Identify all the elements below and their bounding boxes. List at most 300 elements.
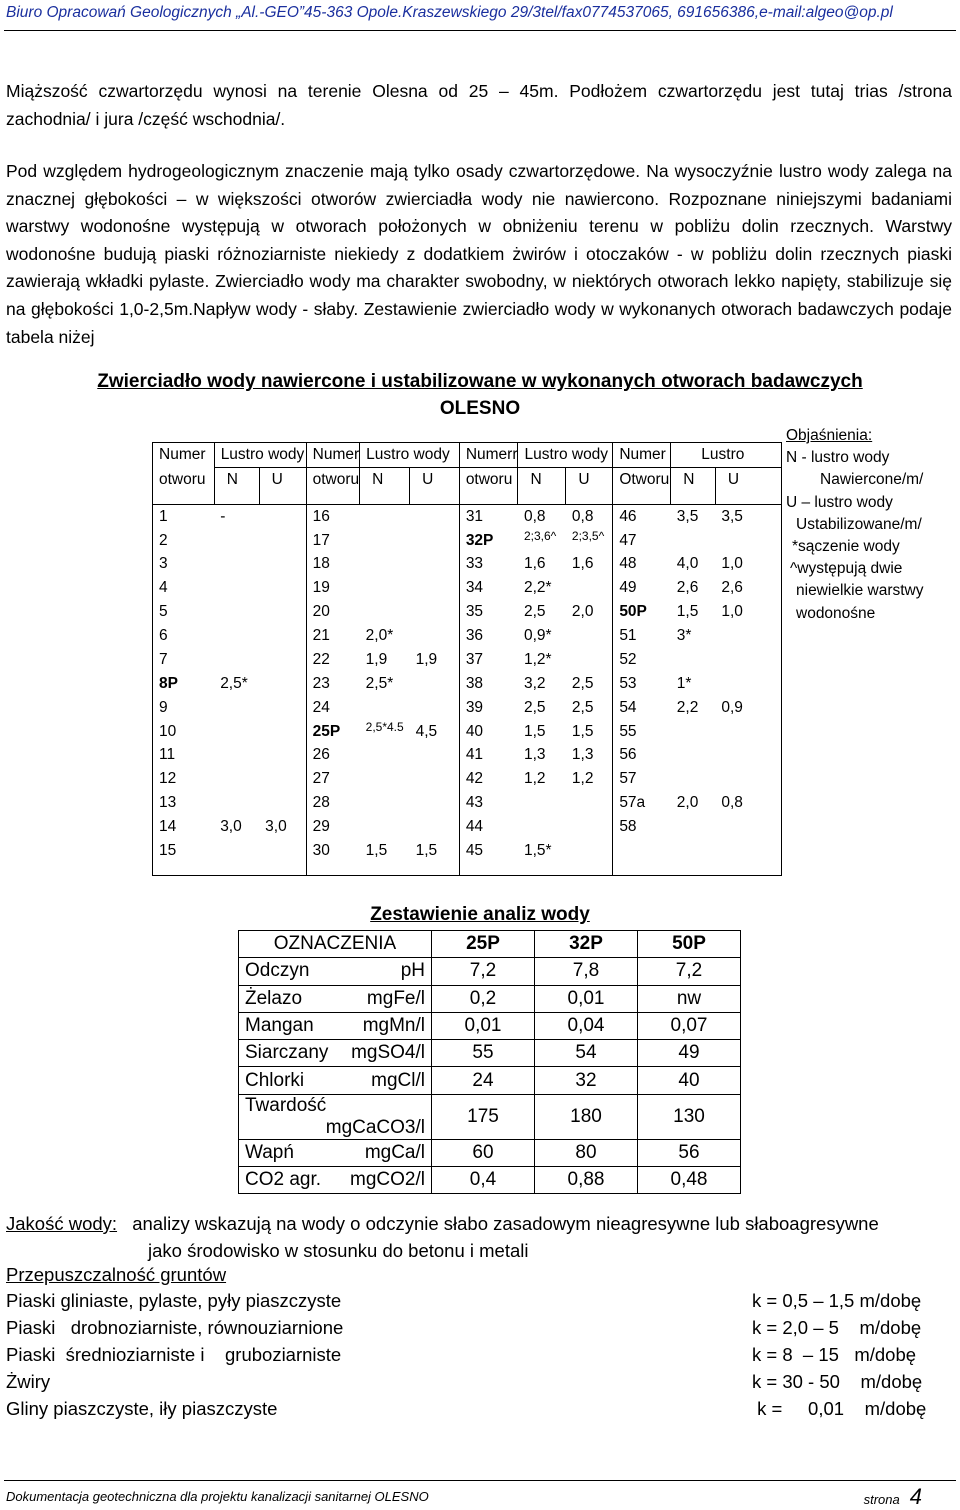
table-cell: 36 [459, 624, 518, 648]
table-row [153, 624, 782, 648]
legend-notes [786, 425, 958, 625]
analysis-value-cell: 0,48 [638, 1167, 741, 1194]
table-cell [715, 529, 781, 553]
table-row [153, 744, 782, 768]
table-cell [259, 672, 306, 696]
table-cell [214, 791, 259, 815]
table-cell [671, 815, 716, 839]
analysis-param-cell [239, 1094, 432, 1139]
table-header-cell: Numer [153, 443, 215, 468]
table-cell: 33 [459, 553, 518, 577]
table-cell [566, 576, 613, 600]
table-header-cell: N [214, 467, 259, 504]
table-cell [671, 839, 716, 875]
table-row [153, 529, 782, 553]
footer-page [864, 1484, 922, 1510]
analysis-header-cell: 32P [535, 931, 638, 958]
table-cell [214, 529, 259, 553]
table-cell [715, 648, 781, 672]
table-cell [518, 815, 566, 839]
table-cell [214, 696, 259, 720]
table-cell [214, 624, 259, 648]
table-cell: 2,5* [220, 674, 248, 692]
permeability-row [6, 1317, 958, 1344]
quality-text: analizy wskazują na wody o odczynie słabo zasadowym nieagresywne lub słaboagresywne [132, 1213, 879, 1234]
table-cell: 4,5 [415, 722, 438, 740]
table-cell: 20 [306, 600, 360, 624]
table-cell: 56 [613, 744, 671, 768]
analysis-row [239, 1067, 741, 1094]
table-row [153, 767, 782, 791]
param-unit: mgCa/l [364, 1141, 425, 1163]
header-rule [4, 30, 956, 31]
table-cell [715, 744, 781, 768]
table-cell: 7 [153, 648, 215, 672]
table-cell [566, 815, 613, 839]
table-cell: 1,2 [523, 770, 546, 788]
param-name: Wapń [245, 1141, 294, 1163]
table-cell: 30 [306, 839, 360, 875]
table-cell [410, 744, 460, 768]
analysis-value-cell: 60 [432, 1139, 535, 1166]
table-cell: 2,0 [676, 794, 699, 812]
table-cell: 1* [676, 674, 692, 692]
table-cell: 0,9 [715, 696, 781, 720]
permeability-coefficient: k = 30 - 50 m/dobę [752, 1371, 923, 1392]
table-cell: 2,2* [523, 579, 552, 597]
table-cell: 15 [153, 839, 215, 875]
table-cell: 8P [153, 672, 215, 696]
analysis-value-cell: 56 [638, 1139, 741, 1166]
table-cell: 1,5 [410, 839, 460, 875]
param-name: Chlorki [245, 1069, 305, 1091]
table-header-cell: Lustro wody [360, 443, 460, 468]
table-cell: 24 [306, 696, 360, 720]
permeability-coefficient: k = 8 – 15 m/dobę [752, 1344, 917, 1365]
permeability-row [6, 1371, 958, 1398]
analysis-value-cell: 32 [535, 1067, 638, 1094]
table-cell: 1,5 [360, 839, 410, 875]
table-cell: 3,5 [715, 504, 781, 528]
table-cell: 27 [306, 767, 360, 791]
table-cell: 2,5 [571, 698, 594, 716]
table-cell: 50P [613, 600, 671, 624]
water-level-table [152, 442, 782, 876]
analysis-param-cell [239, 1139, 432, 1166]
table-cell: 46 [613, 504, 671, 528]
table-header-cell: Otworu [613, 467, 671, 504]
analysis-row [239, 985, 741, 1012]
table-cell [360, 553, 410, 577]
table-cell [214, 767, 259, 791]
table-cell: - [220, 507, 226, 525]
table-cell: 0,8 [715, 791, 781, 815]
table-cell: 2,5 [523, 698, 546, 716]
table-cell [613, 839, 671, 875]
table-row [153, 600, 782, 624]
analysis-row [239, 958, 741, 985]
water-table-title: Zwierciadło wody nawiercone i ustabilizowane w wykonanych otworach badawczych [97, 371, 863, 392]
table-cell [410, 767, 460, 791]
table-cell [566, 791, 613, 815]
table-cell [259, 576, 306, 600]
table-cell: 44 [459, 815, 518, 839]
analysis-value-cell: 0,01 [535, 985, 638, 1012]
analysis-param-cell [239, 1040, 432, 1067]
permeability-row [6, 1290, 958, 1317]
table-cell [715, 767, 781, 791]
table-cell [259, 744, 306, 768]
table-row [153, 791, 782, 815]
table-cell: 28 [306, 791, 360, 815]
table-cell [410, 553, 460, 577]
param-unit: mgCl/l [371, 1069, 425, 1091]
table-header-cell: Lustro wody [518, 443, 613, 468]
analysis-value-cell: 7,2 [638, 958, 741, 985]
table-row [153, 839, 782, 875]
table-cell: 2;3,5^ [571, 528, 605, 543]
param-unit: pH [400, 960, 425, 982]
table-header-cell: Numer [306, 443, 360, 468]
table-cell: 18 [306, 553, 360, 577]
table-header-cell: Lustro [671, 443, 782, 468]
table-cell [671, 720, 716, 744]
table-cell: 53 [613, 672, 671, 696]
permeability-coefficient: k = 2,0 – 5 m/dobę [752, 1317, 922, 1338]
page-label: strona [863, 1492, 900, 1507]
table-cell [259, 696, 306, 720]
analysis-value-cell: 175 [432, 1094, 535, 1139]
table-cell: 4,0 [676, 555, 699, 573]
table-cell [360, 815, 410, 839]
table-cell: 1,0 [715, 600, 781, 624]
table-cell: 19 [306, 576, 360, 600]
param-name: Odczyn [245, 960, 310, 982]
param-name: CO2 agr. [245, 1169, 322, 1191]
param-name: Żelazo [245, 987, 303, 1009]
note-line: U – lustro wody [786, 493, 893, 511]
table-cell [259, 600, 306, 624]
table-cell: 54 [613, 696, 671, 720]
table-cell [360, 600, 410, 624]
table-cell [259, 839, 306, 875]
table-cell: 1,5* [518, 839, 566, 875]
table-cell: 0,9* [523, 627, 552, 645]
table-cell: 4 [153, 576, 215, 600]
table-cell: 3,0 [220, 818, 242, 836]
table-cell: 6 [153, 624, 215, 648]
table-cell: 38 [459, 672, 518, 696]
note-line: Nawiercone/m/ [820, 471, 924, 489]
table-row [153, 504, 782, 528]
table-cell: 2;3,6^ [523, 528, 557, 543]
table-cell: 0,8 [571, 507, 594, 525]
table-cell [410, 672, 460, 696]
table-cell [566, 648, 613, 672]
table-cell: 31 [459, 504, 518, 528]
table-header-cell: otworu [459, 467, 518, 504]
param-name: Twardość [245, 1094, 327, 1116]
soil-type: Piaski średnioziarniste i gruboziarniste [6, 1344, 342, 1365]
note-line: niewielkie warstwy [796, 582, 924, 600]
analysis-value-cell: 180 [535, 1094, 638, 1139]
table-cell: 2,5 [571, 674, 594, 692]
permeability-row [6, 1344, 958, 1371]
table-cell [259, 767, 306, 791]
table-cell: 3,0 [265, 818, 287, 836]
table-cell [259, 791, 306, 815]
table-cell: 32P [459, 529, 518, 553]
table-cell [360, 504, 410, 528]
note-line: ^występują dwie [790, 560, 903, 578]
table-row [153, 648, 782, 672]
table-cell: 39 [459, 696, 518, 720]
table-cell [360, 696, 410, 720]
permeability-title: Przepuszczalność gruntów [6, 1264, 227, 1285]
table-cell [518, 791, 566, 815]
param-unit: mgFe/l [366, 987, 425, 1009]
table-header-cell: Numer [613, 443, 671, 468]
table-header-cell: otworu [306, 467, 360, 504]
table-cell [410, 815, 460, 839]
table-header-cell: N [671, 467, 716, 504]
paragraph-quaternary: Miąższość czwartorzędu wynosi na terenie Olesna od 25 – 45m. Podłożem czwartorzędu jest tutaj trias /strona zachodnia/ i jura /część wschodnia/. [6, 81, 952, 129]
paragraph-hydrogeology: Pod względem hydrogeologicznym znaczenie mają tylko osady czwartorzędowe. Na wysoczyźnie lustro wody zalega na znacznej głębokości – w większości otworów zwierciadła wody nie nawiercono. Rozpoznane niniejszymi badaniami warstwy wodonośne występują w otworach położonych w obniżeniu terenu w pobliżu dolin rzecznych. Warstwy wodonośne budują piaski różnoziarniste niekiedy z dodatkiem żwirów i otoczaków - w pobliżu dolin rzecznych piaski zawierają wkładki pylaste. Zwierciadło wody ma charakter swobodny, w niektórych otworach lekko napięty, stabilizuje się na głębokości 1,0-2,5m.Napływ wody - słaby. Zestawienie zwierciadło wody w wykonanych otworach badawczych podaje tabela niżej [6, 161, 952, 347]
analysis-row [239, 1040, 741, 1067]
table-row [153, 815, 782, 839]
note-line: *sączenie wody [792, 538, 900, 556]
table-cell [410, 529, 460, 553]
analysis-value-cell: 7,2 [432, 958, 535, 985]
table-cell: 57a [613, 791, 671, 815]
table-cell [671, 529, 716, 553]
table-cell: 10 [153, 720, 215, 744]
table-cell: 2,5 [523, 603, 546, 621]
table-cell: 3* [676, 627, 692, 645]
water-table-subtitle: OLESNO [439, 398, 521, 419]
permeability-coefficient: k = 0,5 – 1,5 m/dobę [752, 1290, 922, 1311]
analysis-row [239, 1012, 741, 1039]
analysis-param-cell [239, 1067, 432, 1094]
table-cell: 11 [153, 744, 215, 768]
analysis-value-cell: 24 [432, 1067, 535, 1094]
table-cell [360, 767, 410, 791]
table-cell: 25P [306, 720, 360, 744]
table-cell: 23 [306, 672, 360, 696]
table-cell: 45 [459, 839, 518, 875]
param-unit: mgMn/l [362, 1015, 425, 1037]
table-cell: 13 [153, 791, 215, 815]
table-cell: 40 [459, 720, 518, 744]
water-analysis-table [238, 930, 741, 1194]
table-cell [715, 624, 781, 648]
table-cell [360, 576, 410, 600]
table-cell [715, 720, 781, 744]
table-cell: 26 [306, 744, 360, 768]
analysis-header-cell: 25P [432, 931, 535, 958]
table-header-cell: U [566, 467, 613, 504]
table-header-cell: otworu [153, 467, 215, 504]
note-line: Ustabilizowane/m/ [796, 515, 922, 533]
table-cell: 16 [306, 504, 360, 528]
table-cell: 1,5 [571, 722, 594, 740]
table-cell: 35 [459, 600, 518, 624]
table-cell: 14 [153, 815, 215, 839]
analysis-value-cell: 0,2 [432, 985, 535, 1012]
table-cell [214, 720, 259, 744]
soil-type: Piaski drobnoziarniste, równouziarnione [6, 1317, 344, 1338]
table-cell: 1,0 [715, 553, 781, 577]
table-cell: 1,5 [676, 603, 699, 621]
analysis-row [239, 1094, 741, 1139]
table-cell: 1,9 [415, 650, 438, 668]
table-cell: 21 [306, 624, 360, 648]
footer-rule [4, 1480, 956, 1481]
table-cell: 2 [153, 529, 215, 553]
table-cell [715, 839, 781, 875]
table-cell: 2,6 [715, 576, 781, 600]
table-cell [214, 553, 259, 577]
permeability-coefficient: k = 0,01 m/dobę [752, 1398, 927, 1419]
table-header-cell: U [259, 467, 306, 504]
table-cell: 49 [613, 576, 671, 600]
table-cell: 55 [613, 720, 671, 744]
table-cell: 9 [153, 696, 215, 720]
table-cell [671, 648, 716, 672]
analysis-row [239, 1139, 741, 1166]
table-cell: 51 [613, 624, 671, 648]
table-cell: 1,6 [523, 555, 546, 573]
soil-type: Żwiry [6, 1371, 51, 1392]
quality-text-2: jako środowisko w stosunku do betonu i metali [148, 1240, 529, 1261]
note-line: wodonośne [796, 604, 876, 622]
table-cell: 12 [153, 767, 215, 791]
table-row [153, 672, 782, 696]
table-cell: 42 [459, 767, 518, 791]
table-cell [715, 815, 781, 839]
table-row [153, 696, 782, 720]
table-row [153, 576, 782, 600]
water-quality-note [6, 1210, 958, 1264]
table-cell: 1 [153, 504, 215, 528]
table-cell [259, 504, 306, 528]
table-cell: 1,6 [571, 555, 594, 573]
param-unit: mgSO4/l [351, 1042, 425, 1064]
table-cell: 17 [306, 529, 360, 553]
param-unit: mgCO2/l [350, 1169, 425, 1191]
analysis-value-cell: 55 [432, 1040, 535, 1067]
param-name: Siarczany [245, 1042, 329, 1064]
table-cell: 3 [153, 553, 215, 577]
note-line: N - lustro wody [786, 449, 890, 467]
table-cell: 48 [613, 553, 671, 577]
soil-type: Piaski gliniaste, pylaste, pyły piaszczyste [6, 1290, 342, 1311]
analysis-table-title: Zestawienie analiz wody [370, 904, 590, 925]
notes-title: Objaśnienia: [786, 427, 873, 444]
param-name: Mangan [245, 1015, 314, 1037]
table-row [153, 720, 782, 744]
table-header-cell: N [518, 467, 566, 504]
table-cell: 1,5 [523, 722, 546, 740]
table-cell [259, 624, 306, 648]
table-cell: 3,2 [523, 674, 546, 692]
table-cell [671, 767, 716, 791]
table-cell [214, 600, 259, 624]
quality-label: Jakość wody: [6, 1213, 118, 1234]
table-cell: 1,9 [365, 650, 388, 668]
table-cell [214, 648, 259, 672]
table-cell [410, 600, 460, 624]
table-cell [214, 744, 259, 768]
table-cell [360, 744, 410, 768]
table-cell [360, 529, 410, 553]
permeability-row [6, 1398, 958, 1425]
footer-title: Dokumentacja geotechniczna dla projektu kanalizacji sanitarnej OLESNO [6, 1489, 429, 1504]
analysis-header-cell: OZNACZENIA [239, 931, 432, 958]
table-cell [410, 791, 460, 815]
soil-type: Gliny piaszczyste, iły piaszczyste [6, 1398, 278, 1419]
analysis-param-cell [239, 985, 432, 1012]
page-header: Biuro Opracowań Geologicznych „Al.-GEO”45-363 Opole.Kraszewskiego 29/3tel/fax0774537065, 691656386,e-mail:algeo@op.pl [6, 4, 893, 21]
table-cell: 57 [613, 767, 671, 791]
table-cell: 3,5 [676, 507, 699, 525]
table-cell: 47 [613, 529, 671, 553]
analysis-row [239, 1167, 741, 1194]
table-header-cell: Numerr [459, 443, 518, 468]
table-cell: 0,8 [523, 507, 546, 525]
analysis-value-cell: 54 [535, 1040, 638, 1067]
table-cell [410, 624, 460, 648]
analysis-header-cell: 50P [638, 931, 741, 958]
param-unit: mgCaCO3/l [325, 1116, 425, 1138]
table-cell: 52 [613, 648, 671, 672]
analysis-param-cell [239, 1167, 432, 1194]
table-cell [259, 648, 306, 672]
table-cell [671, 744, 716, 768]
analysis-param-cell [239, 958, 432, 985]
table-cell [410, 696, 460, 720]
table-cell [259, 720, 306, 744]
analysis-value-cell: 7,8 [535, 958, 638, 985]
table-cell: 1,3 [523, 746, 546, 764]
table-header-cell: N [360, 467, 410, 504]
table-cell: 2,2 [676, 698, 699, 716]
table-cell [410, 576, 460, 600]
table-cell [214, 839, 259, 875]
page-number: 4 [909, 1484, 922, 1509]
table-header-cell: U [715, 467, 781, 504]
table-cell: 22 [306, 648, 360, 672]
table-cell [410, 504, 460, 528]
analysis-value-cell: 0,01 [432, 1012, 535, 1039]
analysis-value-cell: 80 [535, 1139, 638, 1166]
table-cell: 2,5*4.5 [365, 719, 404, 734]
table-cell: 37 [459, 648, 518, 672]
analysis-value-cell: 49 [638, 1040, 741, 1067]
analysis-value-cell: nw [638, 985, 741, 1012]
table-cell: 2,6 [676, 579, 699, 597]
table-cell: 58 [613, 815, 671, 839]
table-cell: 34 [459, 576, 518, 600]
analysis-param-cell [239, 1012, 432, 1039]
table-cell: 29 [306, 815, 360, 839]
analysis-value-cell: 40 [638, 1067, 741, 1094]
table-cell [214, 576, 259, 600]
table-cell: 5 [153, 600, 215, 624]
table-cell: 2,5* [365, 674, 394, 692]
analysis-value-cell: 0,4 [432, 1167, 535, 1194]
table-cell: 1,2 [571, 770, 594, 788]
